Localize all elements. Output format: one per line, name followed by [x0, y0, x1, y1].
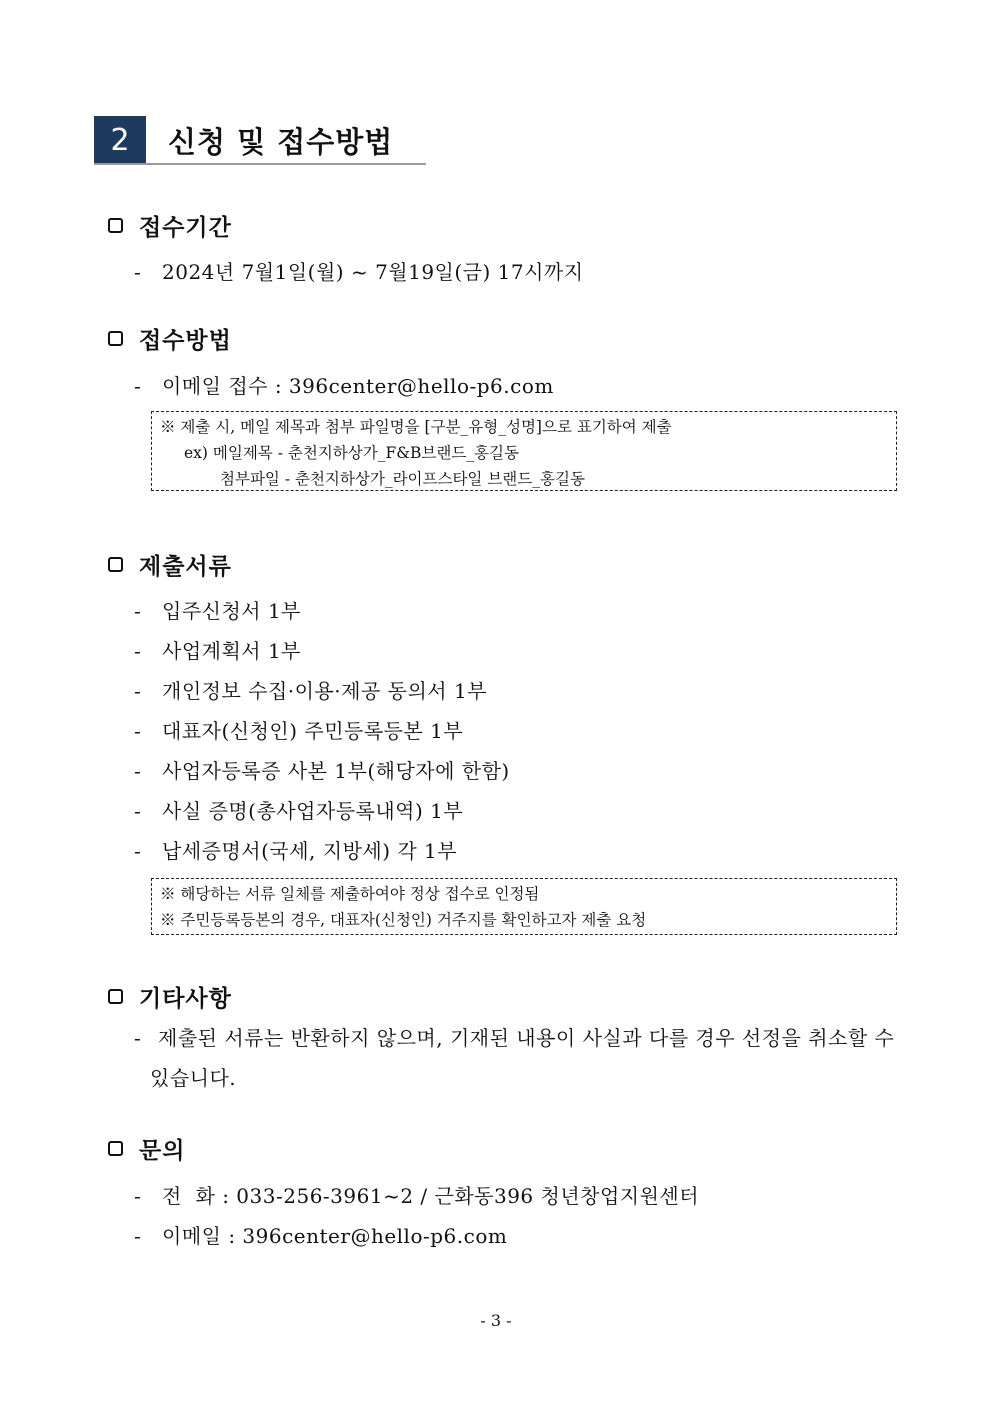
list-item: - 개인정보 수집·이용·제공 동의서 1부	[134, 679, 487, 703]
note-box-documents	[151, 878, 897, 935]
list-item: - 이메일 : 396center@hello-p6.com	[134, 1224, 508, 1248]
checkbox-square-icon	[108, 557, 123, 572]
checkbox-square-icon	[108, 331, 123, 346]
checkbox-square-icon	[108, 218, 123, 233]
list-item: - 사업계획서 1부	[134, 639, 302, 663]
section-title: 신청 및 접수방법	[168, 125, 394, 159]
list-item: - 전 화 : 033-256-3961~2 / 근화동396 청년창업지원센터	[134, 1184, 700, 1208]
list-item: - 대표자(신청인) 주민등록등본 1부	[134, 719, 464, 743]
list-item: - 사실 증명(총사업자등록내역) 1부	[134, 799, 464, 823]
list-item: - 입주신청서 1부	[134, 599, 302, 623]
list-item: - 제출된 서류는 반환하지 않으며, 기재된 내용이 사실과 다를 경우 선정을 취소할 수 있습니다.	[134, 1026, 895, 1090]
heading-etc	[108, 980, 232, 1013]
checkbox-square-icon	[108, 1141, 123, 1156]
note-line: ex) 메일제목 - 춘천지하상가_F&B브랜드_홍길동	[184, 444, 519, 462]
list-item: - 2024년 7월1일(월) ~ 7월19일(금) 17시까지	[134, 260, 584, 284]
checkbox-square-icon	[108, 989, 123, 1004]
list-item: - 이메일 접수 : 396center@hello-p6.com	[134, 374, 554, 398]
heading-text: 기타사항	[139, 986, 232, 1012]
note-box-method	[151, 411, 897, 491]
heading-text: 접수방법	[139, 328, 232, 354]
section-header	[94, 116, 426, 166]
section-number: 2	[94, 116, 146, 164]
heading-text: 문의	[139, 1138, 186, 1164]
note-line: ※ 주민등록등본의 경우, 대표자(신청인) 거주지를 확인하고자 제출 요청	[160, 911, 647, 929]
heading-text: 접수기간	[139, 215, 232, 241]
heading-documents	[108, 548, 232, 581]
heading-period	[108, 209, 232, 242]
page-number: - 3 -	[480, 1311, 512, 1330]
heading-contact	[108, 1132, 185, 1165]
list-item: - 납세증명서(국세, 지방세) 각 1부	[134, 839, 458, 863]
note-line: ※ 해당하는 서류 일체를 제출하여야 정상 접수로 인정됨	[160, 885, 540, 903]
heading-text: 제출서류	[139, 554, 232, 580]
list-item: - 사업자등록증 사본 1부(해당자에 한함)	[134, 759, 510, 783]
section-underline	[94, 163, 426, 165]
note-line: 첨부파일 - 춘천지하상가_라이프스타일 브랜드_홍길동	[220, 470, 585, 488]
heading-method	[108, 322, 232, 355]
note-line: ※ 제출 시, 메일 제목과 첨부 파일명을 [구분_유형_성명]으로 표기하여 제출	[160, 418, 672, 436]
